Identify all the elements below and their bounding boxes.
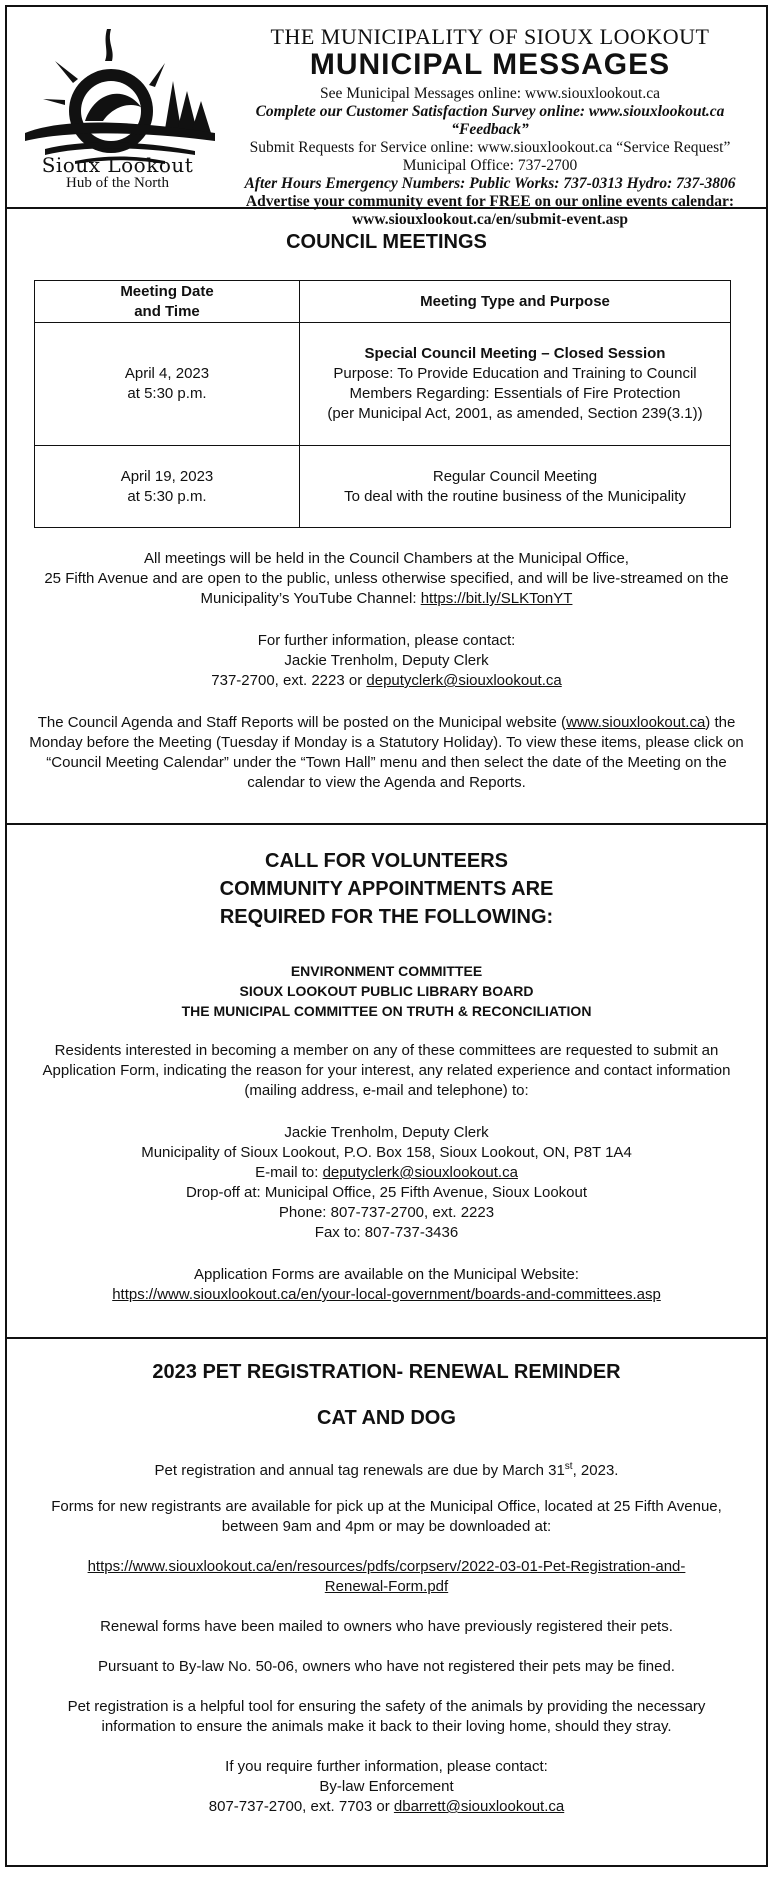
events-url[interactable]: www.siouxlookout.ca/en/submit-event.asp	[351, 211, 629, 228]
forms-link[interactable]: https://www.siouxlookout.ca/en/your-local-government/boards-and-committees.asp	[112, 1286, 661, 1303]
contact-intro: If you require further information, please contact:	[225, 1758, 548, 1775]
pet-registration-title: 2023 PET REGISTRATION- RENEWAL REMINDER	[152, 1361, 621, 1383]
contact-email-link[interactable]: deputyclerk@siouxlookout.ca	[366, 672, 562, 689]
agenda-line	[7, 713, 766, 733]
emergency-line: After Hours Emergency Numbers: Public Works: 737-0313 Hydro: 737-3806	[244, 175, 736, 192]
due-suffix: st	[564, 1461, 573, 1472]
forms-intro: Application Forms are available on the Municipal Website:	[194, 1266, 579, 1283]
contact-name: Jackie Trenholm, Deputy Clerk	[284, 1124, 489, 1141]
application-forms	[7, 1265, 766, 1305]
contact-intro: For further information, please contact:	[257, 632, 516, 649]
meeting-date: April 19, 2023	[120, 467, 214, 485]
due-text: , 2023.	[572, 1462, 619, 1479]
email-label: E-mail to:	[255, 1164, 323, 1181]
volunteers-contact	[7, 1123, 766, 1243]
contact-email-line	[7, 1163, 766, 1183]
contact-email-link[interactable]: deputyclerk@siouxlookout.ca	[322, 1164, 518, 1181]
agenda-line: calendar to view the Agenda and Reports.	[247, 774, 526, 791]
location-line: All meetings will be held in the Council Chambers at the Municipal Office,	[144, 550, 629, 567]
requests-line: Submit Requests for Service online: www.siouxlookout.ca “Service Request”	[249, 139, 731, 156]
col-date-header	[35, 281, 300, 323]
meeting-purpose: (per Municipal Act, 2001, as amended, Section 239(3.1))	[327, 405, 703, 422]
table-row	[35, 323, 731, 446]
pets-contact	[7, 1757, 766, 1817]
meeting-type: Special Council Meeting – Closed Session	[364, 345, 666, 362]
meeting-purpose: To deal with the routine business of the Municipality	[344, 487, 686, 505]
meetings-table	[34, 280, 731, 528]
council-meetings-title: COUNCIL MEETINGS	[286, 231, 487, 253]
pet-form-link[interactable]	[7, 1557, 766, 1597]
list-item: SIOUX LOOKOUT PUBLIC LIBRARY BOARD	[239, 983, 534, 999]
location-line	[7, 589, 766, 609]
fax-line: Fax to: 807-737-3436	[314, 1224, 459, 1241]
cat-and-dog-subtitle: CAT AND DOG	[317, 1407, 456, 1429]
contact-line	[7, 671, 766, 691]
volunteers-title-line: REQUIRED FOR THE FOLLOWING:	[219, 906, 554, 928]
volunteers-section	[7, 825, 766, 1339]
contact-email-link[interactable]: dbarrett@siouxlookout.ca	[393, 1798, 565, 1815]
col-date-header-line2: and Time	[134, 302, 200, 320]
helpful-paragraph	[7, 1697, 766, 1737]
agenda-line: Monday before the Meeting (Tuesday if Monday is a Statutory Holiday). To view these items, please click on	[29, 734, 744, 751]
logo-name: Sioux Lookout	[41, 153, 194, 177]
pet-form-link-line[interactable]: Renewal-Form.pdf	[324, 1578, 449, 1595]
meeting-date-cell	[35, 446, 300, 528]
volunteers-title	[7, 847, 766, 931]
meeting-type: Regular Council Meeting	[432, 467, 598, 485]
contact-phone: 807-737-2700, ext. 7703 or	[208, 1798, 394, 1815]
intro-line: Residents interested in becoming a member on any of these committees are requested to submit an	[54, 1042, 719, 1059]
meeting-time: at 5:30 p.m.	[127, 385, 207, 402]
list-item: ENVIRONMENT COMMITTEE	[290, 963, 483, 979]
agenda-paragraph	[7, 713, 766, 793]
municipality-title: THE MUNICIPALITY OF SIOUX LOOKOUT	[270, 24, 710, 49]
municipal-messages-title: MUNICIPAL MESSAGES	[309, 48, 671, 81]
youtube-label: Municipality’s YouTube Channel:	[200, 590, 421, 607]
advertise-line: Advertise your community event for FREE on our online events calendar:	[245, 193, 735, 210]
mailed-line: Renewal forms have been mailed to owners who have previously registered their pets.	[100, 1618, 673, 1635]
council-meetings-section	[7, 209, 766, 825]
council-contact	[7, 631, 766, 691]
meeting-purpose: Purpose: To Provide Education and Training to Council	[333, 365, 697, 382]
helpful-line: Pet registration is a helpful tool for ensuring the safety of the animals by providing the necessary	[67, 1698, 706, 1715]
col-type-header: Meeting Type and Purpose	[300, 281, 731, 323]
pet-registration-section	[7, 1339, 766, 1869]
meeting-purpose: Members Regarding: Essentials of Fire Protection	[349, 385, 681, 402]
meeting-type-cell	[300, 446, 731, 528]
pet-form-link-line[interactable]: https://www.siouxlookout.ca/en/resources/pdfs/corpserv/2022-03-01-Pet-Registration-and-	[87, 1558, 686, 1575]
contact-phone: 737-2700, ext. 2223 or	[211, 672, 367, 689]
volunteers-title-line: CALL FOR VOLUNTEERS	[265, 850, 508, 872]
volunteers-title-line: COMMUNITY APPOINTMENTS ARE	[219, 878, 554, 900]
youtube-link[interactable]: https://bit.ly/SLKTonYT	[420, 590, 573, 607]
table-row	[35, 446, 731, 528]
meeting-date-cell	[35, 323, 300, 446]
due-date-line	[7, 1457, 766, 1481]
forms-paragraph	[7, 1497, 766, 1537]
phone-line: Phone: 807-737-2700, ext. 2223	[278, 1204, 495, 1221]
col-date-header-line1: Meeting Date	[120, 282, 214, 300]
dropoff-line: Drop-off at: Municipal Office, 25 Fifth Avenue, Sioux Lookout	[185, 1184, 588, 1201]
location-line: 25 Fifth Avenue and are open to the public, unless otherwise specified, and will be live-streamed on the	[44, 570, 729, 587]
agenda-text: The Council Agenda and Staff Reports will be posted on the Municipal website (	[37, 714, 567, 731]
committee-list	[7, 961, 766, 1021]
forms-line: Forms for new registrants are available for pick up at the Municipal Office, located at 25 Fifth Avenue,	[51, 1498, 722, 1515]
due-text: Pet registration and annual tag renewals are due by March 31	[154, 1462, 565, 1479]
contact-line	[7, 1797, 766, 1817]
forms-line: between 9am and 4pm or may be downloaded at:	[221, 1518, 552, 1535]
agenda-text: ) the	[705, 714, 736, 731]
table-header-row	[35, 281, 731, 323]
list-item: THE MUNICIPAL COMMITTEE ON TRUTH & RECONCILIATION	[181, 1003, 592, 1019]
municipal-messages-page	[5, 5, 768, 1867]
meeting-date: April 4, 2023	[124, 365, 210, 382]
meeting-type-cell	[300, 323, 731, 446]
header	[7, 7, 766, 228]
logo-tagline: Hub of the North	[66, 175, 169, 191]
contact-address: Municipality of Sioux Lookout, P.O. Box 158, Sioux Lookout, ON, P8T 1A4	[141, 1144, 632, 1161]
contact-dept: By-law Enforcement	[319, 1778, 454, 1795]
office-line: Municipal Office: 737-2700	[402, 157, 578, 174]
intro-line: (mailing address, e-mail and telephone) to:	[244, 1082, 529, 1099]
survey-line: Complete our Customer Satisfaction Survey online: www.siouxlookout.ca “Feedback”	[255, 103, 725, 138]
meeting-time: at 5:30 p.m.	[127, 487, 207, 505]
website-link[interactable]: www.siouxlookout.ca	[566, 714, 706, 731]
location-paragraph	[7, 549, 766, 609]
bylaw-line: Pursuant to By-law No. 50-06, owners who have not registered their pets may be fined.	[98, 1658, 675, 1675]
helpful-line: information to ensure the animals make it back to their loving home, should they stray.	[101, 1718, 672, 1735]
agenda-line: “Council Meeting Calendar” under the “Town Hall” menu and then select the date of the Meeting on the	[46, 754, 727, 771]
contact-name: Jackie Trenholm, Deputy Clerk	[284, 652, 489, 669]
intro-line: Application Form, indicating the reason for your interest, any related experience and contact information	[42, 1062, 731, 1079]
volunteers-intro	[7, 1041, 766, 1101]
online-line: See Municipal Messages online: www.siouxlookout.ca	[320, 85, 660, 102]
